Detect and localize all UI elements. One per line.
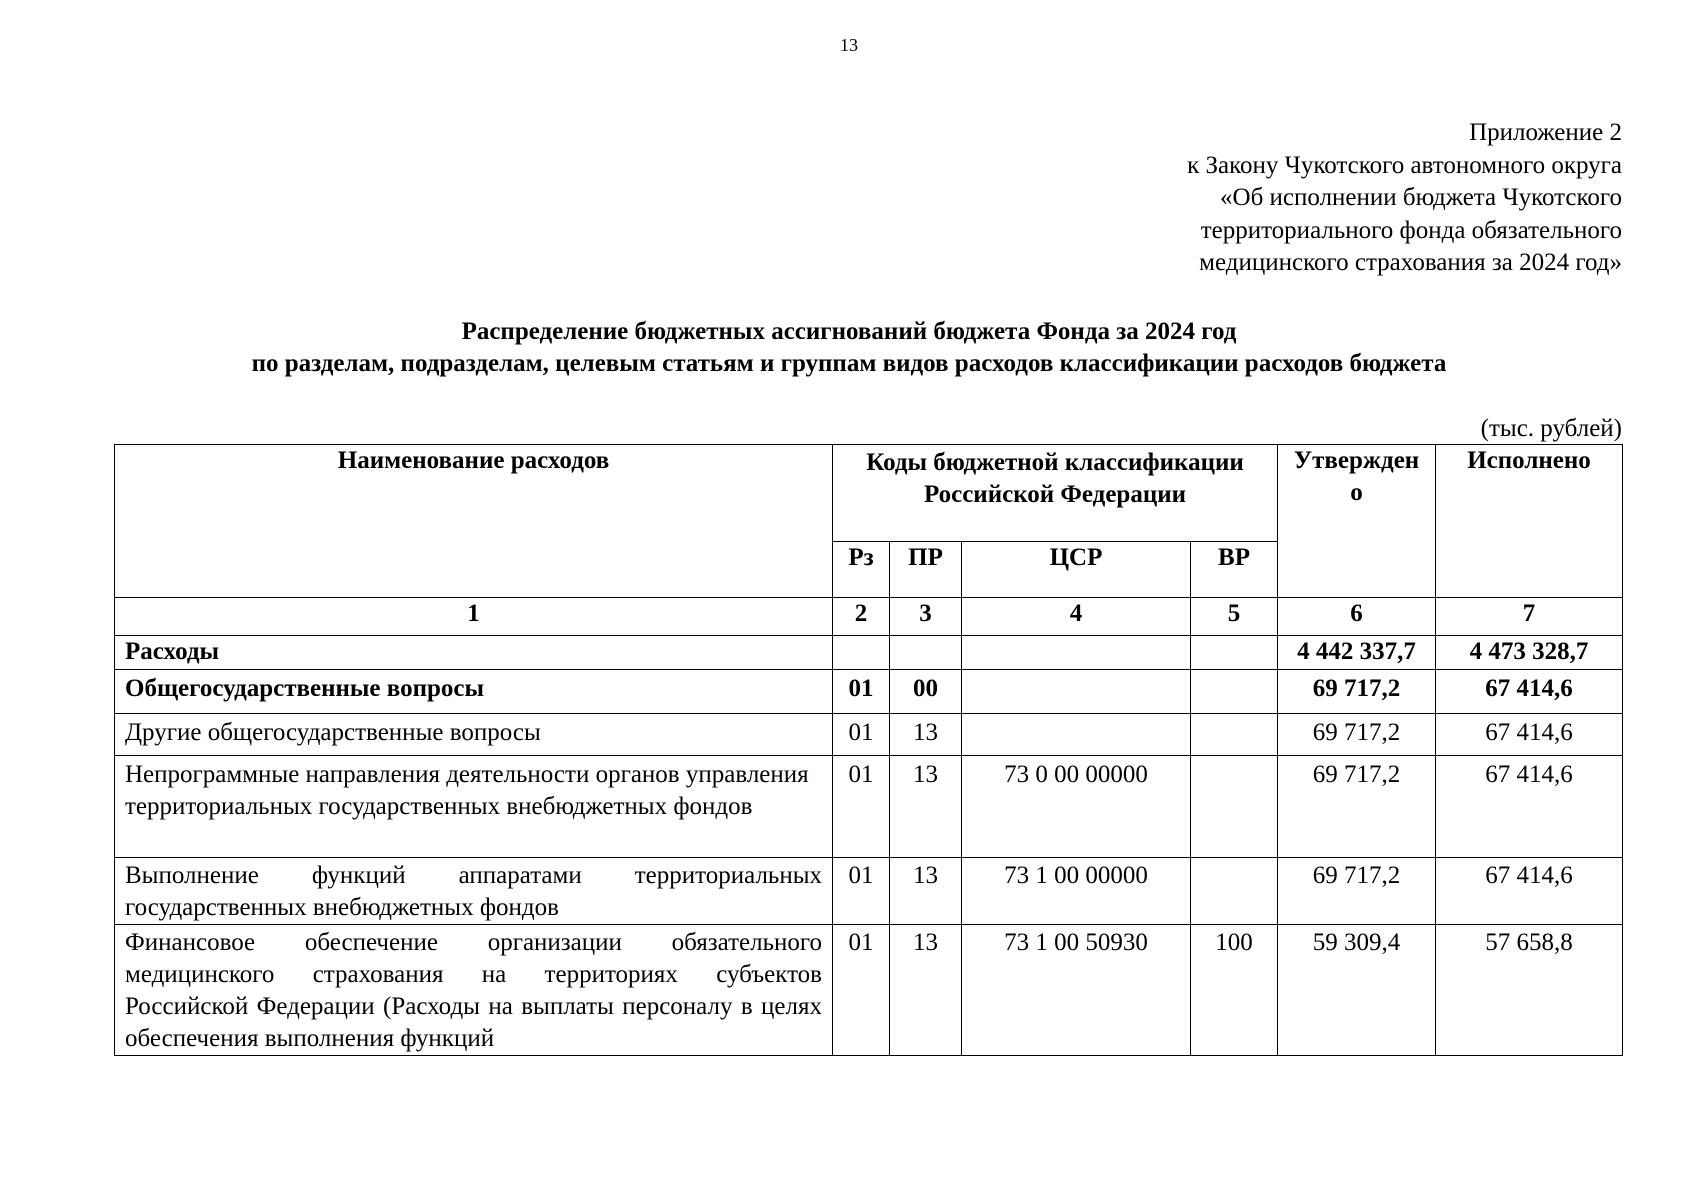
appendix-line: медицинского страхования за 2024 год» [1199,249,1622,276]
cell-vr: 100 [1191,925,1278,1056]
cell-rz: 01 [833,756,890,858]
column-number: 7 [1436,598,1623,636]
cell-pr [890,636,962,670]
header-pr: ПР [890,542,962,598]
cell-name: Непрограммные направления деятельности органов управления территориальных государственных внебюджетных фондов [115,756,833,858]
cell-executed: 57 658,8 [1436,925,1623,1056]
cell-pr: 13 [890,714,962,756]
cell-approved: 69 717,2 [1278,670,1436,714]
cell-pr: 13 [890,858,962,925]
cell-executed: 67 414,6 [1436,670,1623,714]
column-number: 5 [1191,598,1278,636]
column-number: 6 [1278,598,1436,636]
header-vr: ВР [1191,542,1278,598]
cell-rz: 01 [833,714,890,756]
cell-approved: 69 717,2 [1278,714,1436,756]
table-row [115,858,1623,925]
units-label: (тыс. рублей) [1480,415,1622,442]
cell-vr [1191,714,1278,756]
table-row [115,756,1623,858]
cell-pr: 13 [890,925,962,1056]
cell-approved: 69 717,2 [1278,858,1436,925]
cell-rz: 01 [833,670,890,714]
cell-approved: 4 442 337,7 [1278,636,1436,670]
header-codes-group: Коды бюджетной классификации Российской Федерации [833,445,1278,542]
cell-executed: 67 414,6 [1436,714,1623,756]
cell-rz: 01 [833,858,890,925]
cell-name: Общегосударственные вопросы [115,670,833,714]
cell-name: Расходы [115,636,833,670]
column-number: 3 [890,598,962,636]
cell-csr [962,636,1191,670]
budget-table [114,444,1623,1056]
header-name: Наименование расходов [115,445,833,598]
table-row [115,714,1623,756]
column-number: 4 [962,598,1191,636]
header-executed: Исполнено [1436,445,1623,598]
column-number-row [115,598,1623,636]
cell-approved: 69 717,2 [1278,756,1436,858]
appendix-line: территориального фонда обязательного [1200,216,1622,244]
title-line-2: по разделам, подразделам, целевым статьям и группам видов расходов классификации расходов бюджета [251,350,1447,377]
appendix-line: «Об исполнении бюджета Чукотского [1220,184,1622,211]
cell-vr [1191,858,1278,925]
title-line-1: Распределение бюджетных ассигнований бюджета Фонда за 2024 год [461,318,1237,345]
cell-name: Финансовое обеспечение организации обязательного медицинского страхования на территориях субъектов Российской Федерации (Расходы на выплаты персоналу в целях обеспечения выполнения функций [115,925,833,1056]
cell-executed: 67 414,6 [1436,858,1623,925]
cell-vr [1191,756,1278,858]
appendix-line: к Закону Чукотского автономного округа [1187,151,1622,179]
cell-name: Выполнение функций аппаратами территориальных государственных внебюджетных фондов [115,858,833,925]
cell-name: Другие общегосударственные вопросы [115,714,833,756]
cell-rz [833,636,890,670]
column-number: 2 [833,598,890,636]
header-csr: ЦСР [962,542,1191,598]
column-number: 1 [115,598,833,636]
table-row [115,925,1623,1056]
cell-pr: 13 [890,756,962,858]
appendix-note [1187,117,1622,280]
cell-executed: 4 473 328,7 [1436,636,1623,670]
header-rz: Рз [833,542,890,598]
table-row [115,670,1623,714]
cell-pr: 00 [890,670,962,714]
cell-rz: 01 [833,925,890,1056]
cell-csr [962,714,1191,756]
cell-vr [1191,670,1278,714]
page-number: 13 [840,35,858,55]
cell-vr [1191,636,1278,670]
header-approved: Утверждено [1278,445,1436,598]
cell-csr: 73 1 00 50930 [962,925,1191,1056]
cell-csr: 73 0 00 00000 [962,756,1191,858]
table-row [115,636,1623,670]
cell-csr: 73 1 00 00000 [962,858,1191,925]
appendix-line: Приложение 2 [1469,119,1622,146]
document-title [0,316,1698,380]
cell-executed: 67 414,6 [1436,756,1623,858]
cell-approved: 59 309,4 [1278,925,1436,1056]
cell-csr [962,670,1191,714]
